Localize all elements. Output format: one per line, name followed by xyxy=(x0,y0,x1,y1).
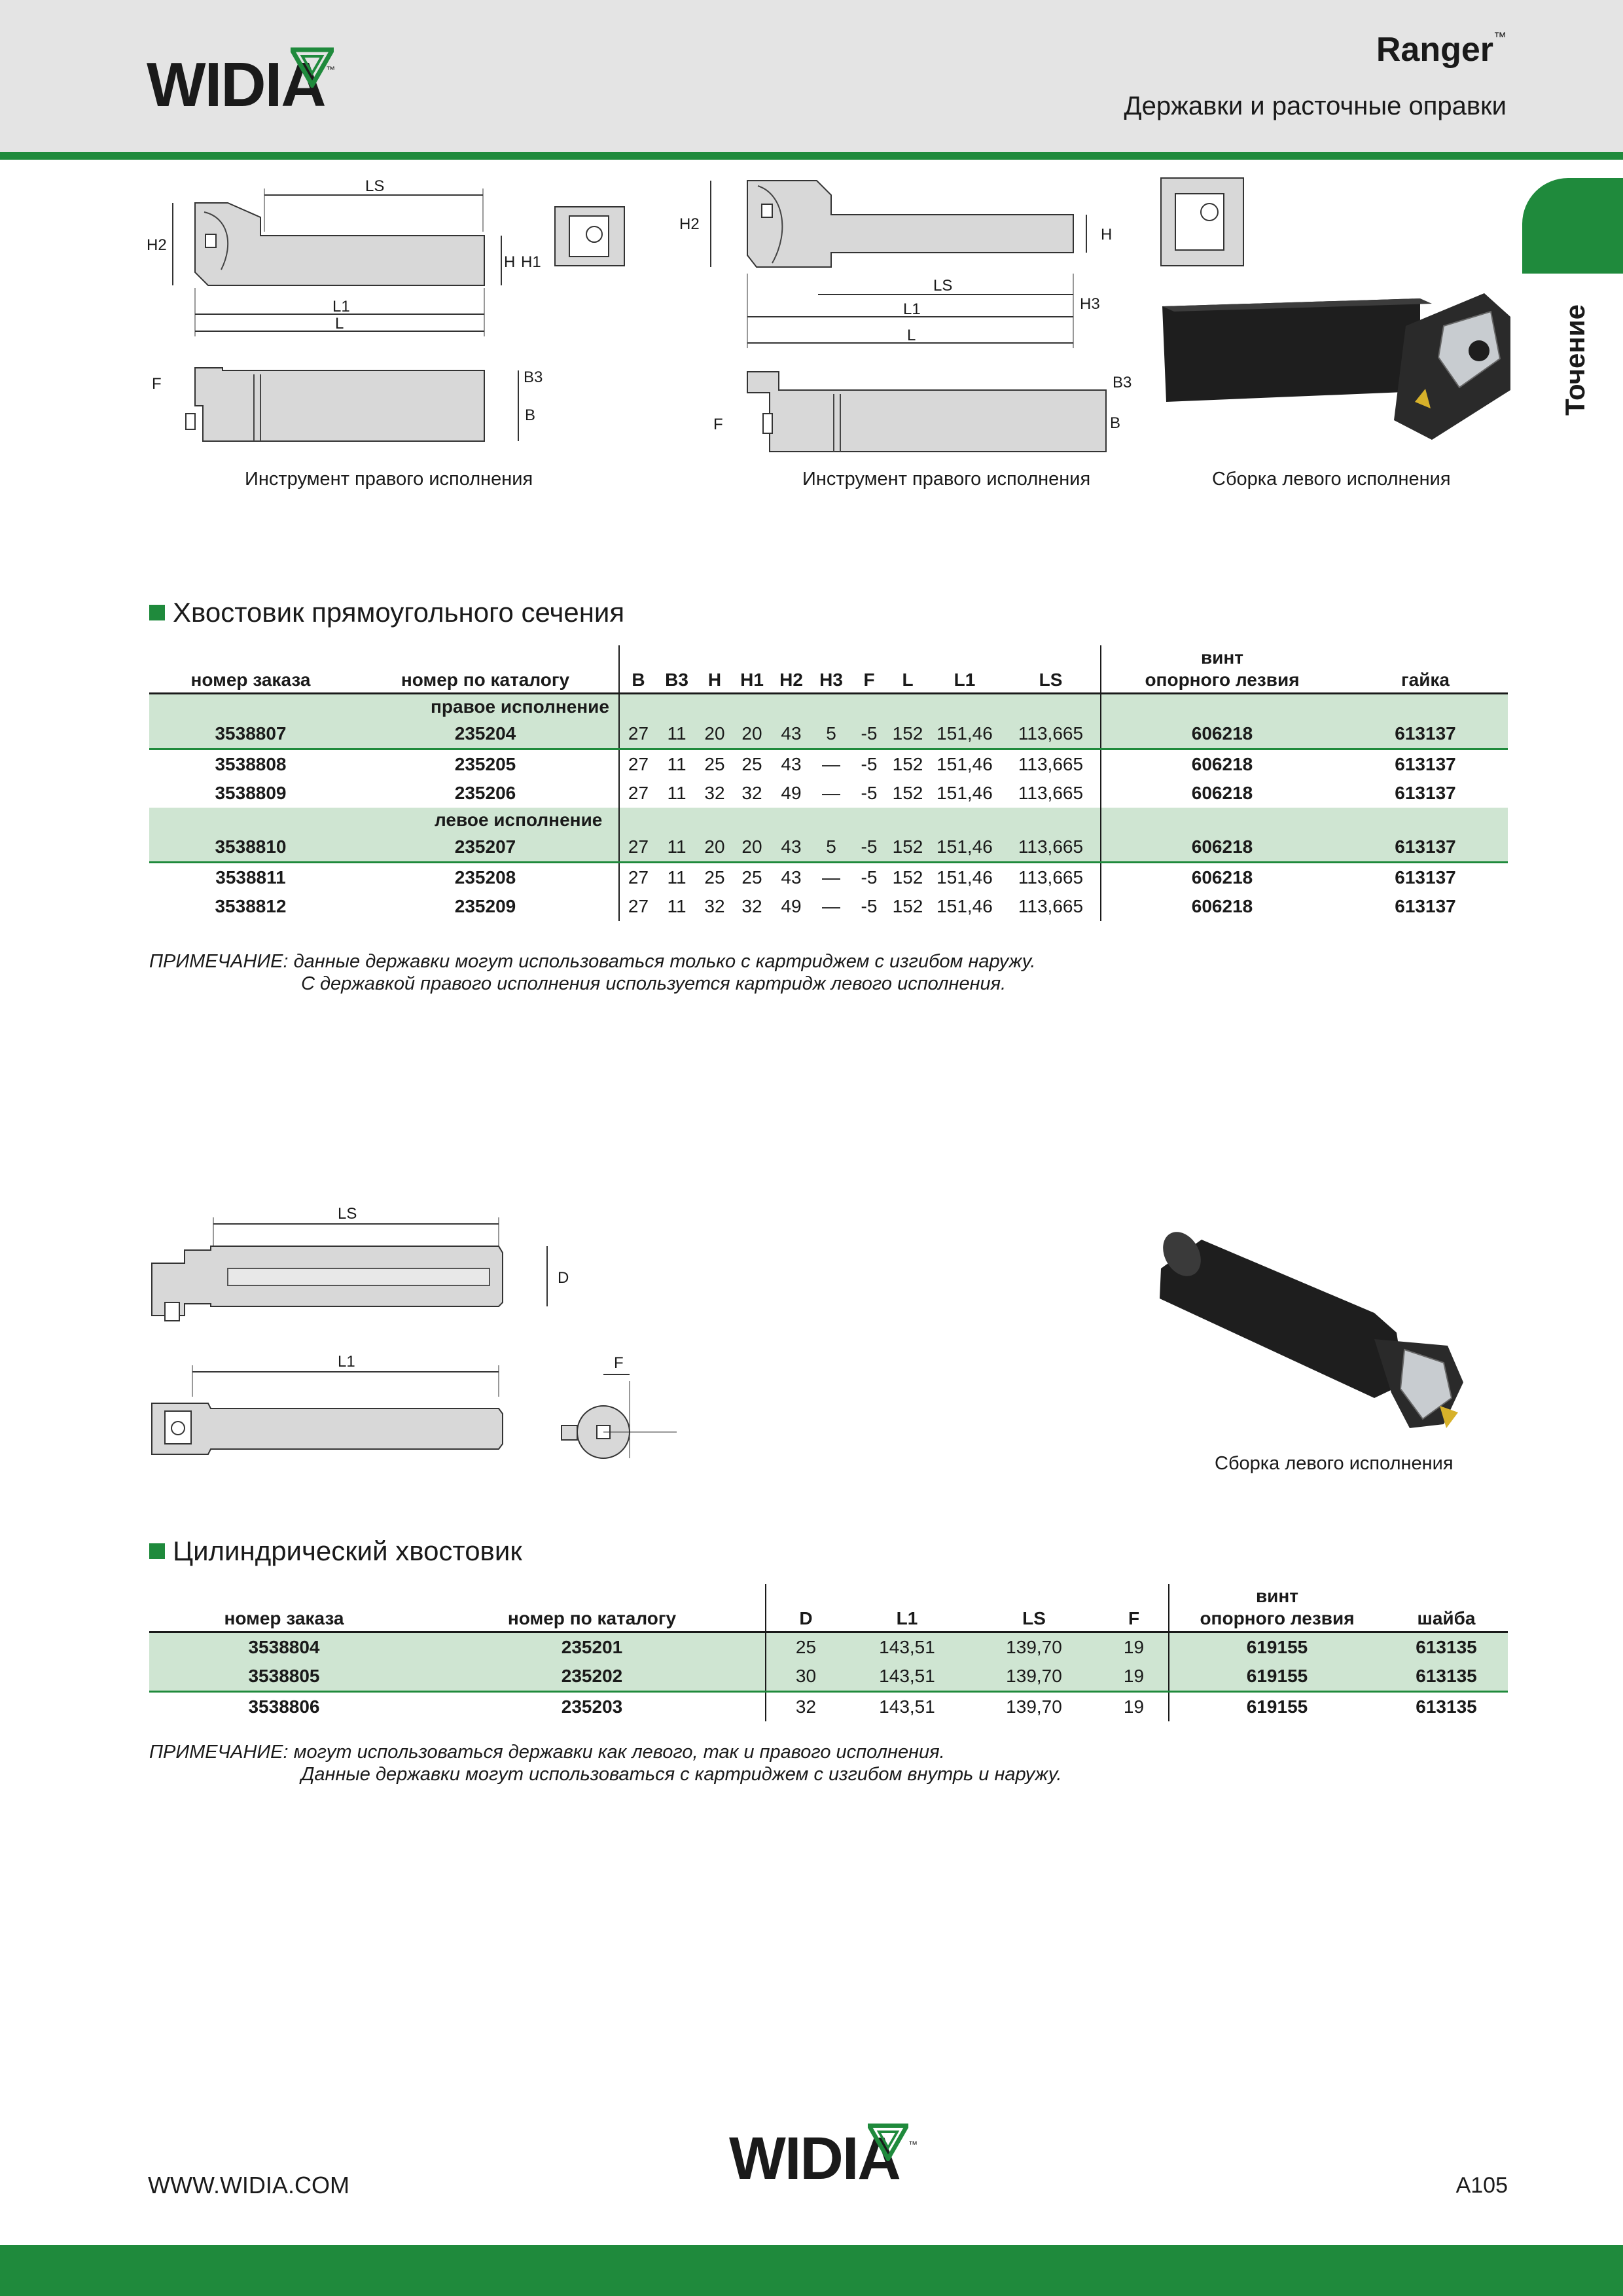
table-header-row xyxy=(149,1584,1508,1632)
col-B: B xyxy=(619,645,657,694)
cyl-shank-table xyxy=(149,1584,1508,1721)
col-order: номер заказа xyxy=(149,1584,419,1632)
col-catalog: номер по каталогу xyxy=(419,1584,766,1632)
dim-H-b: H xyxy=(1101,226,1113,243)
caption-left-assembly-2: Сборка левого исполнения xyxy=(1215,1453,1454,1474)
table-row: 3538806 235203 32 143,51 139,70 19 619155 613135 xyxy=(149,1692,1508,1722)
col-washer: шайба xyxy=(1385,1584,1508,1632)
col-screw: винт опорного лезвия xyxy=(1169,1584,1385,1632)
dim-L: L xyxy=(335,315,344,332)
dim-D: D xyxy=(558,1269,569,1287)
dim-H: H xyxy=(504,253,516,271)
col-H: H xyxy=(696,645,733,694)
caption-right-tool-2: Инструмент правого исполнения xyxy=(802,469,1091,490)
footer-widia-logo: WIDIA xyxy=(729,2125,900,2192)
dim-F: F xyxy=(152,375,162,393)
col-L: L xyxy=(887,645,928,694)
drawing-cylindrical-shank xyxy=(145,1200,682,1482)
table-header-row xyxy=(149,645,1508,694)
col-L1: L1 xyxy=(928,645,1001,694)
series-subtitle: Державки и расточные оправки xyxy=(1124,92,1507,120)
table-row: 3538811 235208 27 11 25 25 43 — -5 152 151,46 113,665 606218 613137 xyxy=(149,863,1508,893)
caption-right-tool-1: Инструмент правого исполнения xyxy=(245,469,533,490)
table-row: 3538812 235209 27 11 32 32 49 — -5 152 151,46 113,665 606218 613137 xyxy=(149,892,1508,921)
dim-LS-c: LS xyxy=(338,1205,357,1223)
logo-tm: ™ xyxy=(326,64,335,75)
side-tab-marker xyxy=(1522,178,1623,274)
dim-L1-b: L1 xyxy=(903,300,921,318)
table-row: 3538810 235207 27 11 20 20 43 5 -5 152 151,46 113,665 606218 613137 xyxy=(149,833,1508,863)
col-L1: L1 xyxy=(846,1584,969,1632)
footer-logo-tm: ™ xyxy=(908,2139,918,2149)
note-cyl-shank: ПРИМЕЧАНИЕ: могут использоваться державки как левого, так и правого исполнения. Данные державки могут использоваться с картриджем с изгибом внутрь и наружу. xyxy=(149,1742,1062,1785)
dim-L-b: L xyxy=(907,327,916,344)
drawing-right-tool-2 xyxy=(674,171,1145,446)
col-H3: H3 xyxy=(812,645,851,694)
dim-B-b: B xyxy=(1110,414,1121,432)
dim-H3: H3 xyxy=(1080,295,1100,313)
photo-left-assembly-1 xyxy=(1157,280,1513,446)
dim-B3: B3 xyxy=(524,368,543,386)
footer-bar xyxy=(0,2245,1623,2296)
table-row: 3538807 235204 27 11 20 20 43 5 -5 152 151,46 113,665 606218 613137 xyxy=(149,719,1508,749)
dim-F-b: F xyxy=(713,416,723,433)
section-title-cyl-shank: Цилиндрический хвостовик xyxy=(149,1535,522,1567)
table-row: 3538804 235201 25 143,51 139,70 19 619155 613135 xyxy=(149,1632,1508,1662)
group-row-right xyxy=(149,694,1508,720)
table-row: 3538809 235206 27 11 32 32 49 — -5 152 151,46 113,665 606218 613137 xyxy=(149,779,1508,808)
series-title: Ranger™ xyxy=(1376,30,1507,69)
group-label-left: левое исполнение xyxy=(352,808,619,833)
dim-B: B xyxy=(525,406,536,424)
col-H1: H1 xyxy=(733,645,771,694)
col-D: D xyxy=(766,1584,846,1632)
col-F: F xyxy=(851,645,887,694)
rect-shank-table xyxy=(149,645,1508,921)
drawing-end-view-2 xyxy=(1158,175,1276,274)
dim-L1: L1 xyxy=(332,298,350,315)
side-tab-label: Точение xyxy=(1560,304,1591,416)
col-nut: гайка xyxy=(1343,645,1508,694)
dim-LS-b: LS xyxy=(933,277,953,295)
footer-logo-mark xyxy=(868,2123,908,2161)
col-screw: винт опорного лезвия xyxy=(1101,645,1343,694)
logo-text: WIDIA xyxy=(147,50,325,120)
col-LS: LS xyxy=(969,1584,1099,1632)
footer-website-link[interactable]: WWW.WIDIA.COM xyxy=(148,2172,349,2198)
col-B3: B3 xyxy=(657,645,696,694)
side-tab xyxy=(1539,288,1611,432)
caption-left-assembly-1: Сборка левого исполнения xyxy=(1212,469,1451,490)
table-row: 3538808 235205 27 11 25 25 43 — -5 152 151,46 113,665 606218 613137 xyxy=(149,749,1508,780)
header-rule xyxy=(0,152,1623,160)
photo-left-assembly-2 xyxy=(1152,1221,1514,1461)
col-order: номер заказа xyxy=(149,645,352,694)
dim-F-c: F xyxy=(614,1354,624,1372)
section-title-rect-shank: Хвостовик прямоугольного сечения xyxy=(149,597,624,628)
dim-B3-b: B3 xyxy=(1113,374,1132,391)
col-F: F xyxy=(1099,1584,1169,1632)
col-catalog: номер по каталогу xyxy=(352,645,619,694)
dim-L1-c: L1 xyxy=(338,1353,355,1371)
dim-H2: H2 xyxy=(147,236,167,254)
section-bullet xyxy=(149,1543,165,1559)
group-label-right: правое исполнение xyxy=(352,694,619,720)
dim-LS: LS xyxy=(365,177,385,195)
page-number: A105 xyxy=(1455,2173,1508,2198)
note-rect-shank: ПРИМЕЧАНИЕ: данные державки могут использоваться только с картриджем с изгибом наружу. С державкой правого исполнения используется картридж левого исполнения. xyxy=(149,951,1036,994)
col-LS: LS xyxy=(1001,645,1101,694)
table-row: 3538805 235202 30 143,51 139,70 19 619155 613135 xyxy=(149,1662,1508,1692)
dim-H2-b: H2 xyxy=(679,215,700,233)
dim-H1: H1 xyxy=(521,253,541,271)
drawing-right-tool-1 xyxy=(143,171,647,446)
col-H2: H2 xyxy=(771,645,812,694)
group-row-left xyxy=(149,808,1508,833)
section-bullet xyxy=(149,605,165,620)
